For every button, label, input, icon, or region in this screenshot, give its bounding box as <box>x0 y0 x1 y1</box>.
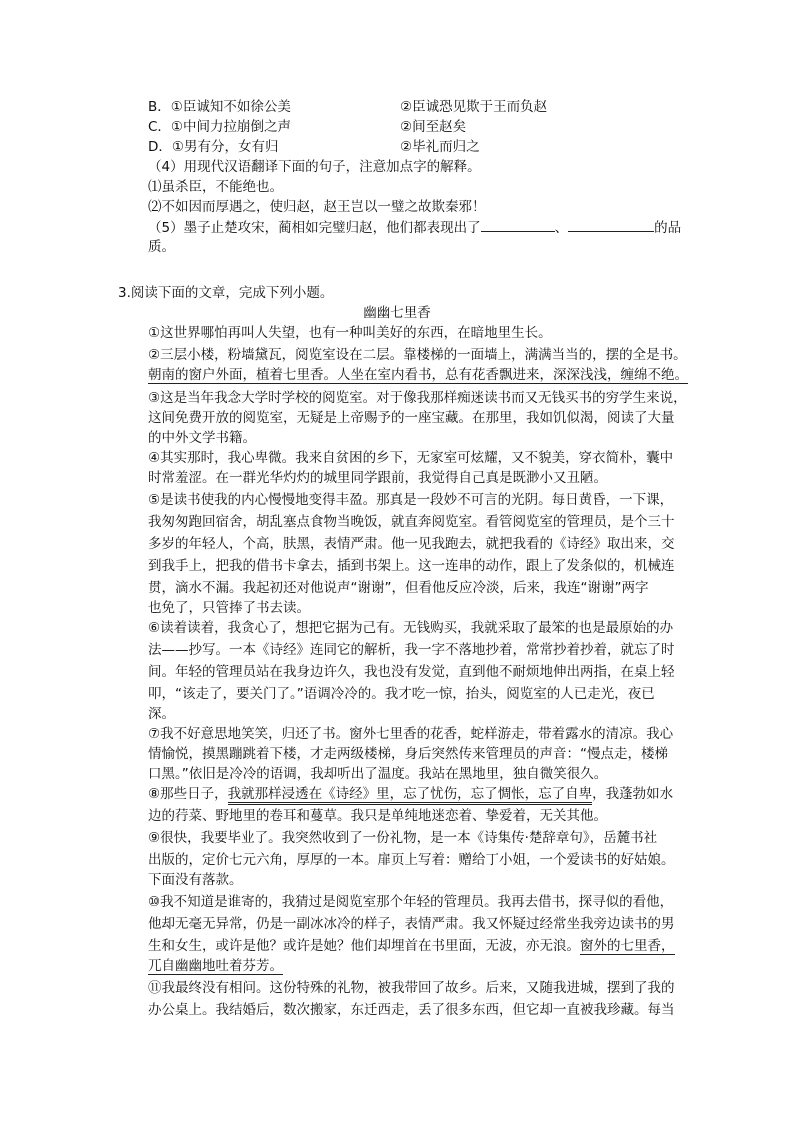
paragraph-9-line-2: 出版的，定价七元六角，厚厚的一本。扉页上写着：赠给丁小姐，一个爱读书的好姑娘。 <box>148 852 675 868</box>
option-b-right: ②臣诚恐见欺于王而负赵 <box>400 99 548 115</box>
answer-blank-2[interactable] <box>568 217 654 232</box>
paragraph-3-line-3: 的中外文学书籍。 <box>148 430 256 446</box>
paragraph-10-line-4 <box>148 956 283 976</box>
paragraph-7-line-1: ⑦我不好意思地笑笑，归还了书。窗外七里香的花香，蛇样游走，带着露水的清凉。我心 <box>148 726 674 742</box>
paragraph-8-line-2: 边的荇菜、野地里的卷耳和蔓草。我只是单纯地迷恋着、挚爱着，无关其他。 <box>148 808 607 824</box>
answer-blank-1[interactable] <box>481 217 555 232</box>
underlined-phrase: 窗外的七里香， <box>580 938 675 954</box>
q4-sentence-2: ⑵不如因而厚遇之，使归赵，赵王岂以一璧之故欺秦邪！ <box>148 199 486 215</box>
paragraph-5-line-3: 多岁的年轻人，个高，肤黑，表情严肃。他一见我跑去，就把我看的《诗经》取出来，交 <box>148 536 675 552</box>
underlined-phrase-cont: 兀自幽幽地吐着芬芳。 <box>148 958 283 974</box>
paragraph-5-line-6: 也免了，只管捧了书去读。 <box>148 600 310 616</box>
article-title: 幽幽七里香 <box>363 305 431 321</box>
paragraph-6-line-5: 深。 <box>148 706 175 722</box>
paragraph-11-line-2: 办公桌上。我结婚后，数次搬家，东迁西走，丢了很多东西，但它却一直被我珍藏。每当 <box>148 1002 675 1018</box>
paragraph-5-line-2: 我匆匆跑回宿舍，胡乱塞点食物当晚饭，就直奔阅览室。看管阅览室的管理员，是个三十 <box>148 514 675 530</box>
option-d-left: D．①男有分，女有归 <box>148 139 279 155</box>
q3-intro: 3.阅读下面的文章，完成下列小题。 <box>118 285 334 301</box>
paragraph-2-line-2 <box>148 365 688 385</box>
p8-lead: ⑧那些日子， <box>148 786 228 802</box>
paragraph-10-line-1: ⑩我不知道是谁寄的，我猜过是阅览室那个年轻的管理员。我再去借书，探寻似的看他， <box>148 894 674 910</box>
paragraph-11-line-1: ⑪我最终没有相问。这份特殊的礼物，被我带回了故乡。后来，又随我进城，摆到了我的 <box>148 980 675 996</box>
paragraph-6-line-4: 叩，“该走了，要关门了。”语调冷冷的。我才吃一惊，抬头，阅览室的人已走光，夜已 <box>148 686 655 702</box>
q5-suffix: 的品 <box>654 220 682 236</box>
option-b-left: B．①臣诚知不如徐公美 <box>148 99 291 115</box>
q4-sentence-1: ⑴虽杀臣，不能绝也。 <box>148 179 283 195</box>
paragraph-10-line-3 <box>148 936 675 956</box>
paragraph-6-line-3: 间。年轻的管理员站在我身边许久，我也没有发觉，直到他不耐烦地伸出两指，在桌上轻 <box>148 664 675 680</box>
paragraph-3-line-1: ③这是当年我念大学时学校的阅览室。对于像我那样痴迷读书而又无钱买书的穷学生来说， <box>148 390 687 406</box>
double-underlined-sentence: 我就那样浸透在《诗经》里，忘了忧伤，忘了惆怅，忘了自卑 <box>228 786 593 805</box>
paragraph-9-line-1: ⑨很快，我要毕业了。我突然收到了一份礼物，是一本《诗集传·楚辞章句》，岳麓书社 <box>148 830 658 846</box>
paragraph-6-line-1: ⑥读着读着，我贪心了，想把它据为己有。无钱购买，我就采取了最笨的也是最原始的办 <box>148 620 674 636</box>
q5-line-2: 质。 <box>148 239 175 255</box>
paragraph-5-line-5: 贯，滴水不漏。我起初还对他说声“谢谢”，但看他反应冷淡，后来，我连“谢谢”两字 <box>148 580 649 596</box>
q5-separator: 、 <box>554 220 569 236</box>
paragraph-7-line-2: 情愉悦，摸黑蹦跳着下楼，才走两级楼梯，身后突然传来管理员的声音：“慢点走，楼梯 <box>148 746 668 762</box>
q5-line <box>148 217 681 238</box>
paragraph-10-line-2: 他却无毫无异常，仍是一副冰冰冷的样子，表情严肃。我又怀疑过经常坐我旁边读书的男 <box>148 916 675 932</box>
paragraph-4-line-1: ④其实那时，我心卑微。我来自贫困的乡下，无家室可炫耀，又不貌美，穿衣简朴，囊中 <box>148 450 674 466</box>
underlined-sentence: 朝南的窗户外面，植着七里香。人坐在室内看书，总有花香飘进来，深深浅浅，缠绵不绝。 <box>148 367 688 383</box>
paragraph-9-line-3: 下面没有落款。 <box>148 872 243 888</box>
option-c-left: C．①中间力拉崩倒之声 <box>148 119 292 135</box>
paragraph-6-line-2: 法——抄写。一本《诗经》连同它的解析，我一字不落地抄着，常常抄着抄着，就忘了时 <box>148 642 675 658</box>
p8-tail: ，我蓬勃如水 <box>592 786 674 802</box>
p10-text: 生和女生，或许是他？或许是她？他们却埋首在书里面，无波，亦无浪。 <box>148 938 580 954</box>
q5-prefix: （5）墨子止楚攻宋，蔺相如完璧归赵，他们都表现出了 <box>148 220 481 236</box>
paragraph-7-line-3: 口黑。”依旧是冷冷的语调，我却听出了温度。我站在黑地里，独自微笑很久。 <box>148 766 608 782</box>
paragraph-5-line-1: ⑤是读书使我的内心慢慢地变得丰盈。那真是一段妙不可言的光阴。每日黄昏，一下课， <box>148 492 674 508</box>
paragraph-8-line-1 <box>148 784 673 804</box>
paragraph-1: ①这世界哪怕再叫人失望，也有一种叫美好的东西，在暗地里生长。 <box>148 325 552 341</box>
option-d-right: ②毕礼而归之 <box>400 139 480 155</box>
paragraph-2-line-1: ②三层小楼，粉墙黛瓦，阅览室设在二层。靠楼梯的一面墙上，满满当当的，摆的全是书。 <box>148 347 687 363</box>
option-c-right: ②间至赵矣 <box>400 119 467 135</box>
paragraph-3-line-2: 这间免费开放的阅览室，无疑是上帝赐予的一座宝藏。在那里，我如饥似渴，阅读了大量 <box>148 410 675 426</box>
q4-prompt: （4）用现代汉语翻译下面的句子，注意加点字的解释。 <box>148 159 481 175</box>
paragraph-4-line-2: 时常羞涩。在一群光华灼灼的城里同学跟前，我觉得自己真是既渺小又丑陋。 <box>148 470 607 486</box>
paragraph-5-line-4: 到我手上，把我的借书卡拿去，插到书架上。这一连串的动作，跟上了发条似的，机械连 <box>148 558 675 574</box>
